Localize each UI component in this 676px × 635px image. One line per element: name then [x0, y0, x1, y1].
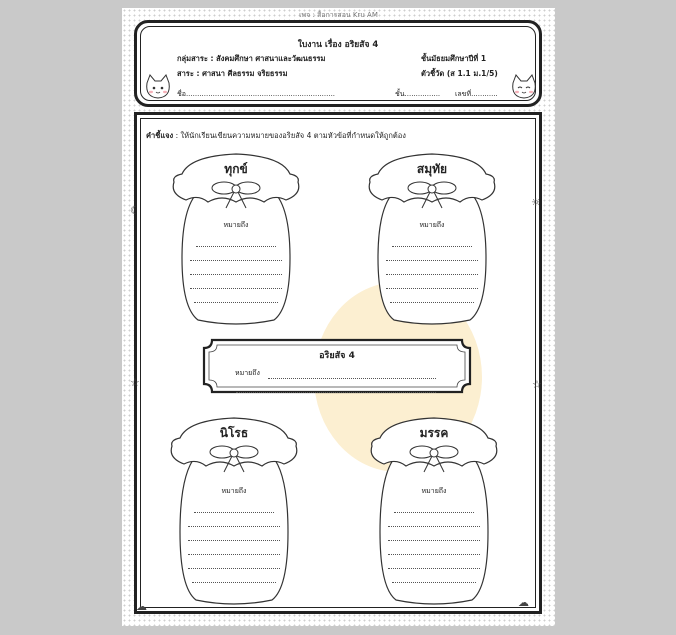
subject-group: กลุ่มสาระ : สังคมศึกษา ศาสนาและวัฒนธรรม: [177, 54, 326, 63]
jar-title: สมุทัย: [416, 162, 448, 176]
cloud-icon: ☁: [518, 596, 529, 609]
credit-text: เพจ : สื่อการสอน Kru AM: [299, 11, 378, 19]
name-field[interactable]: ชื่อ...................................................................: [177, 90, 336, 98]
answer-line[interactable]: [394, 512, 474, 513]
instruction-text: : ให้นักเรียนเขียนความหมายของอริยสัจ 4 ตามหัวข้อที่กำหนดให้ถูกต้อง: [173, 131, 406, 140]
header-box: [134, 20, 542, 107]
answer-line[interactable]: [188, 540, 280, 541]
answer-line[interactable]: [188, 526, 280, 527]
answer-line[interactable]: [268, 378, 436, 379]
center-frame: [198, 334, 476, 398]
answer-line[interactable]: [386, 260, 478, 261]
answer-line[interactable]: [190, 288, 282, 289]
answer-line[interactable]: [388, 526, 480, 527]
answer-line[interactable]: [194, 302, 278, 303]
answer-line[interactable]: [194, 512, 274, 513]
answer-line[interactable]: [392, 246, 472, 247]
jar-title: นิโรธ: [219, 426, 249, 440]
answer-line[interactable]: [388, 568, 480, 569]
class-field[interactable]: ชั้น................: [395, 90, 441, 98]
meaning-label: หมายถึง: [419, 221, 445, 229]
jar-nirodha: [166, 412, 302, 608]
center-title: อริยสัจ 4: [319, 351, 355, 361]
answer-line[interactable]: [388, 554, 480, 555]
answer-line[interactable]: [390, 302, 474, 303]
grade-level: ชั้นมัธยมศึกษาปีที่ 1: [421, 54, 487, 63]
worksheet-title: ใบงาน เรื่อง อริยสัจ 4: [297, 40, 379, 50]
center-meaning-label: หมายถึง: [235, 369, 260, 377]
instruction: [146, 130, 406, 142]
answer-line[interactable]: [196, 246, 276, 247]
indicator: ตัวชี้วัด (ส 1.1 ม.1/5): [421, 69, 498, 78]
star-icon: ☆: [130, 376, 140, 389]
frame-outline: [198, 334, 476, 398]
number-field[interactable]: เลขที่............: [455, 90, 498, 98]
answer-line[interactable]: [386, 288, 478, 289]
cat-icon: [143, 73, 173, 101]
answer-line[interactable]: [190, 274, 282, 275]
jar-title: ทุกข์: [224, 162, 248, 176]
meaning-label: หมายถึง: [221, 487, 247, 495]
meaning-label: หมายถึง: [421, 487, 447, 495]
jar-title: มรรค: [419, 426, 449, 440]
star-icon: ☆: [532, 378, 542, 391]
jar-dukkha: [168, 148, 304, 328]
answer-line[interactable]: [392, 582, 476, 583]
jar-samudaya: [364, 148, 500, 328]
answer-line[interactable]: [188, 568, 280, 569]
worksheet-page: [122, 8, 555, 626]
sun-icon: ☼: [531, 196, 541, 209]
answer-line[interactable]: [236, 392, 436, 393]
moon-icon: ☾: [130, 204, 140, 217]
cloud-icon: ☁: [136, 600, 147, 613]
strand: สาระ : ศาสนา ศีลธรรม จริยธรรม: [177, 69, 288, 78]
answer-line[interactable]: [386, 274, 478, 275]
cat-icon: [509, 73, 539, 101]
answer-line[interactable]: [388, 540, 480, 541]
jar-magga: [366, 412, 502, 608]
instruction-label: คำชี้แจง: [146, 131, 174, 140]
answer-line[interactable]: [192, 582, 276, 583]
meaning-label: หมายถึง: [223, 221, 249, 229]
answer-line[interactable]: [190, 260, 282, 261]
answer-line[interactable]: [188, 554, 280, 555]
